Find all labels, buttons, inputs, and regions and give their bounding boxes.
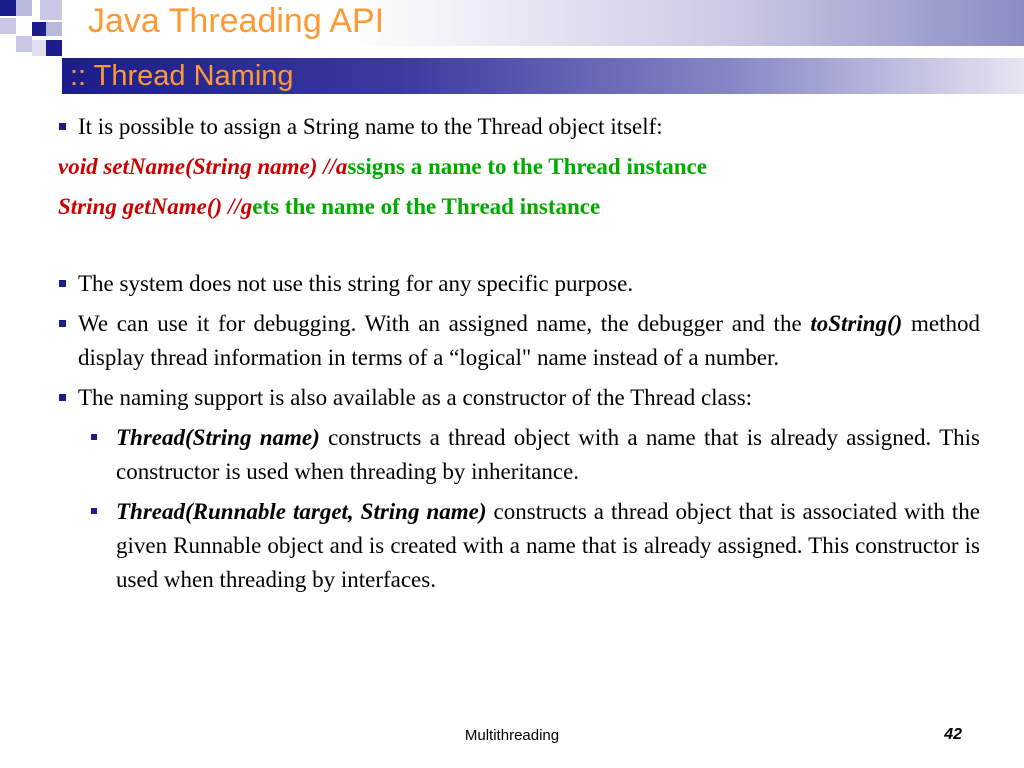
- footer-label: Multithreading: [464, 727, 560, 744]
- bullet-item: [58, 307, 980, 375]
- code-line-setname: [58, 150, 980, 184]
- code-signature: String getName() //g: [58, 194, 253, 219]
- deco-square: [46, 40, 62, 56]
- bullet-text: The naming support is also available as a constructor of the Thread class:: [78, 385, 753, 410]
- page-number: 42: [944, 726, 962, 743]
- slide-title: Java Threading API: [88, 2, 385, 40]
- sub-bullet-item: [58, 495, 980, 597]
- sub-bullet-emphasis: Thread(Runnable target, String name): [116, 499, 487, 524]
- code-line-getname: [58, 190, 980, 224]
- slide-content: [58, 110, 980, 597]
- bullet-text: method display thread information in terms of a “logical" name instead of a number.: [78, 311, 980, 370]
- bullet-item: [58, 381, 980, 415]
- bullet-text: The system does not use this string for any specific purpose.: [78, 271, 634, 296]
- deco-square: [16, 0, 32, 16]
- code-comment-initial: a: [335, 154, 348, 179]
- deco-square: [16, 36, 32, 52]
- code-comment: ssigns a name to the Thread instance: [347, 154, 707, 179]
- bullet-item: [58, 110, 980, 144]
- bullet-item: [58, 267, 980, 301]
- sub-bullet-text: constructs a thread object that is associated with the given Runnable object and is created with a name that is already assigned. This constructor is used when threading by interfaces.: [116, 499, 980, 592]
- deco-square: [0, 0, 16, 16]
- sub-bullet-emphasis: Thread(String name): [116, 425, 320, 450]
- deco-square: [46, 22, 62, 36]
- deco-square: [0, 18, 16, 34]
- bullet-text: It is possible to assign a String name to the Thread object itself:: [78, 114, 663, 139]
- deco-square: [32, 22, 46, 36]
- code-comment-slashes: //: [323, 154, 336, 179]
- bullet-emphasis: toString(): [810, 311, 903, 336]
- sub-bullet-item: [58, 421, 980, 489]
- deco-square: [32, 40, 46, 56]
- deco-square: [40, 0, 62, 20]
- code-comment: ets the name of the Thread instance: [252, 194, 601, 219]
- bullet-text: We can use it for debugging. With an assigned name, the debugger and the: [78, 311, 811, 336]
- slide-subtitle: :: Thread Naming: [70, 60, 294, 92]
- deco-square: [16, 18, 32, 34]
- code-signature: void setName(String name): [58, 154, 324, 179]
- sub-bullet-text: constructs a thread object with a name that is already assigned. This constructor is used when threading by inheritance.: [116, 425, 980, 484]
